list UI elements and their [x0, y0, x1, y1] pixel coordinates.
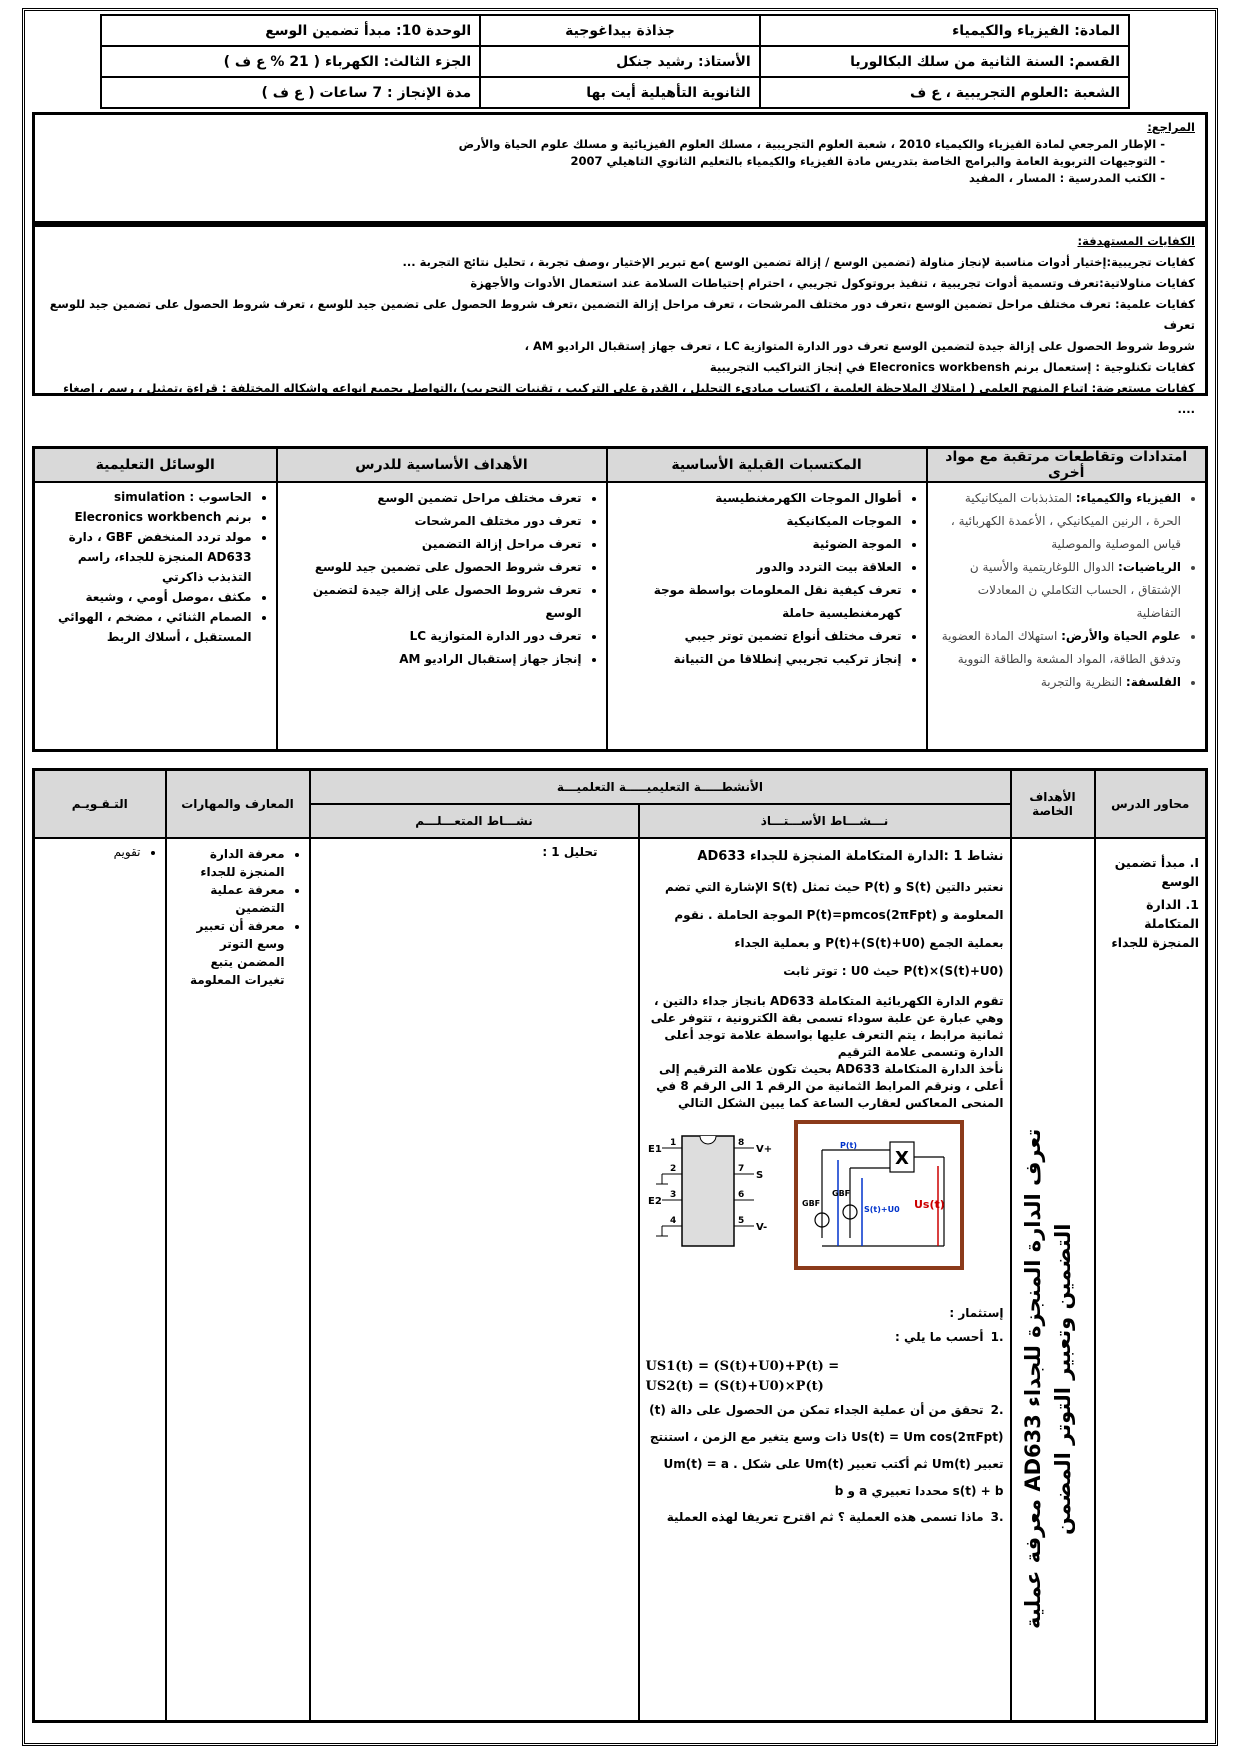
- signal-label: S(t)+U0: [863, 1204, 900, 1214]
- gbf2-label: GBF: [831, 1188, 850, 1198]
- tools-header: الوسائل التعليمية: [34, 448, 277, 483]
- prerequisite-item: • أطوال الموجات الكهرمغنطيسية: [614, 487, 902, 510]
- question-3: .3ماذا تسمى هذه العملية ؟ ثم اقترح تعريفا لهذه العملية: [666, 1509, 1004, 1524]
- duration: مدة الإنجاز : 7 ساعات ( ع ف ): [101, 77, 480, 108]
- objectives-header: الأهداف الأساسية للدرس: [277, 448, 607, 483]
- extensions-cell: [927, 482, 1207, 750]
- prerequisite-item: • الموجات الميكانيكية: [614, 510, 902, 533]
- activities-header: الأنشطـــــة التعليميـــــة التعلميـــة: [310, 770, 1011, 804]
- branch: الشعبة :العلوم التجريبية ، ع ف: [760, 77, 1129, 108]
- prerequisite-item: • إنجاز تركيب تجريبي إنطلاقا من التبيانة: [614, 648, 902, 671]
- references-box: [32, 112, 1208, 224]
- skill-item: • معرفة أن تعبير وسع التوتر المضمن يتبع تغيرات المعلومة: [173, 917, 285, 989]
- svg-text:8: 8: [737, 1137, 744, 1148]
- pin-label-s: S: [755, 1169, 763, 1181]
- svg-text:6: 6: [737, 1189, 744, 1200]
- objective-item: • تعرف مراحل إزالة التضمين: [284, 533, 582, 556]
- overview-table: [32, 446, 1208, 752]
- teacher-header: نـــشـــاط الأســـتـــاذ: [639, 804, 1011, 838]
- ad633-chip-diagram: [647, 1130, 772, 1260]
- goals-cell: [1011, 838, 1095, 1722]
- activity-paragraph: نأخذ الدارة المتكاملة AD633 بحيث تكون علامة الترقيم إلى أعلى ، ونرقم المرابط الثمانية من الرقم 1 الى الرقم 8 في المنحى المعاكس لعقارب الساعة كما يبين الشكل التالي: [656, 1061, 1004, 1110]
- multiplier-circuit-diagram: [794, 1120, 964, 1270]
- part: الجزء الثالث: الكهرباء ( 21 % ع ف ): [101, 46, 480, 77]
- axes-header: محاور الدرس: [1095, 770, 1207, 838]
- prerequisite-item: • الموجة الضوئية: [614, 533, 902, 556]
- competency-line: كفايات تجريبية:إختيار أدوات مناسبة لإنجاز مناولة (تضمين الوسع / إزالة تضمين الوسع )مع تبرير الإختيار ،وصف تجربة ، تحليل نتائج التجربة ...: [402, 255, 1195, 269]
- axes-cell: [1095, 838, 1207, 1722]
- reference-item: - الإطار المرجعي لمادة الفيزياء والكيمياء 2010 ، شعبة العلوم التجريبية ، مسلك العلوم الفيزيائية و مسلك علوم الحياة والأرض: [45, 136, 1165, 153]
- competency-line: كفايات علمية: تعرف مختلف مراحل تضمين الوسع ،تعرف دور مختلف المرشحات ، تعرف مراحل إزالة التضمين ،تعرف شروط الحصول على تضمين جيد للوسع ، تعرف شروط الحصول على تضمين جيد للوسع تعرف: [49, 297, 1195, 332]
- header-table: [100, 14, 1130, 109]
- skills-cell: [166, 838, 310, 1722]
- prerequisite-item: • تعرف كيفية نقل المعلومات بواسطة موجة كهرمغنطيسية حاملة: [614, 579, 902, 625]
- svg-text:7: 7: [737, 1163, 744, 1174]
- tool-item: • الحاسوب : simulation: [41, 487, 252, 507]
- formula-us2: US2(t) = (S(t)+U0)×P(t): [645, 1378, 824, 1394]
- objective-item: • تعرف مختلف مراحل تضمين الوسع: [284, 487, 582, 510]
- learner-activity-cell: [310, 838, 639, 1722]
- extension-item: • الفلسفة: النظرية والتجربة: [934, 671, 1182, 694]
- references-title: المراجع:: [1147, 120, 1195, 134]
- tool-item: • مولد تردد المنخفض GBF ، دارة AD633 المنجزة للجداء، راسم التذبذب ذاكرتي: [41, 527, 252, 587]
- svg-text:2: 2: [669, 1163, 676, 1174]
- goals-header: الأهداف الخاصة: [1011, 770, 1095, 838]
- reference-item: - التوجيهات التربوية العامة والبرامج الخاصة بتدريس مادة الفيزياء والكيمياء بالتعليم الثانوي التاهيلي 2007: [45, 153, 1165, 170]
- pin-label-e1: E1: [647, 1143, 662, 1155]
- sheet-title: جذاذة بيداغوجية: [480, 15, 760, 46]
- tool-item: • الصمام الثنائي ، مضخم ، الهوائي المستقبل ، أسلاك الربط: [41, 607, 252, 647]
- evaluation-item: • تقويم: [41, 845, 141, 859]
- goal-text: تعرف الدارة المنجزة للجداء AD633 معرفة عملية التضمين وتعبير التوتر المضمن: [1020, 1129, 1075, 1630]
- learner-header: نشـــاط المتعـــلـــم: [310, 804, 639, 838]
- axis-subtitle: 1. الدارة المتكاملة المنجزة للجداء: [1111, 896, 1199, 950]
- lesson-table: [32, 768, 1208, 1723]
- activity-paragraph: تقوم الدارة الكهربائية المتكاملة AD633 بانجاز جداء دالتين ، وهي عبارة عن علبة سوداء تسمى بقة الكترونية ، تتوفر على ثمانية مرابط ، يتم التعرف عليها بواسطة علامة توجد أعلى الدارة وتسمى علامة الترقيم: [650, 993, 1004, 1059]
- extension-item: • علوم الحياة والأرض: استهلاك المادة العضوية وتدفق الطاقة، المواد المشعة والطاقة النووية: [934, 625, 1182, 671]
- teacher: الأستاذ: رشيد جنكل: [480, 46, 760, 77]
- activity-title: نشاط 1 :الدارة المتكاملة المنجزة للجداء AD633: [697, 848, 1004, 864]
- extension-item: • الفيزياء والكيمياء: المتذبذبات الميكانيكية الحرة ، الرنين الميكانيكي ، الأعمدة الكهربائية ، قياس الموصلية والموصلية: [934, 487, 1182, 556]
- competencies-title: الكفايات المستهدفة:: [1077, 234, 1195, 248]
- unit: الوحدة 10: مبدأ تضمين الوسع: [101, 15, 480, 46]
- evaluation-header: التـقـويـم: [34, 770, 166, 838]
- prerequisites-cell: [607, 482, 927, 750]
- tool-item: • برنم Elecronics workbench: [41, 507, 252, 527]
- extensions-header: امتدادات وتقاطعات مرتقبة مع مواد أخرى: [927, 448, 1207, 483]
- pin-label-vminus: V-: [755, 1221, 767, 1233]
- question-1: .1أحسب ما يلي :: [895, 1329, 1004, 1344]
- competency-line: كفايات مناولاتية:تعرف وتسمية أدوات تجريبية ، تنفيذ بروتوكول تجريبي ، احترام إحتياطات السلامة عند استعمال الأدوات والأجهزة: [470, 276, 1195, 290]
- competency-line: كفايات تكنلوجية : إستعمال برنم Elecronics workbensh في إنجاز التراكيب التجريبية: [709, 360, 1195, 374]
- prerequisite-item: • تعرف مختلف أنواع تضمين توتر جيبي: [614, 625, 902, 648]
- learner-analysis: تحليل 1 :: [542, 844, 598, 859]
- figure-area: [646, 1120, 1004, 1295]
- teacher-activity-cell: [639, 838, 1011, 1722]
- objectives-cell: [277, 482, 607, 750]
- objective-item: • إنجاز جهاز إستقبال الراديو AM: [284, 648, 582, 671]
- axis-title: I. مبدأ تضمين الوسع: [1114, 854, 1199, 889]
- skills-header: المعارف والمهارات: [166, 770, 310, 838]
- svg-text:4: 4: [669, 1215, 676, 1226]
- extension-item: • الرياضيات: الدوال اللوغاريتمية والأسية ن الإشتقاق ، الحساب التكاملي ن المعادلات التفاضلية: [934, 556, 1182, 625]
- multiplier-label: X: [894, 1147, 909, 1169]
- section: القسم: السنة الثانية من سلك البكالوريا: [760, 46, 1129, 77]
- reference-item: - الكتب المدرسية : المسار ، المفيد: [45, 170, 1165, 187]
- svg-text:1: 1: [669, 1137, 676, 1148]
- activity-paragraph: نعتبر دالتين S(t) و P(t) حيث تمثل S(t) الإشارة التي تضم المعلومة و P(t)=pmcos(2πFpt) الموجة الحاملة . نقوم بعملية الجمع (S(t)+U0)+P(t) و بعملية الجداء (S(t)+U0)×P(t) حيث U0 : توتر ثابت: [664, 879, 1004, 978]
- evaluation-cell: [34, 838, 166, 1722]
- gbf-label: GBF: [801, 1198, 820, 1208]
- competencies-box: [32, 224, 1208, 416]
- pin-label-e2: E2: [647, 1195, 662, 1207]
- output-label: Us(t): [913, 1197, 945, 1211]
- school: الثانوية التأهيلية أيت بها: [480, 77, 760, 108]
- pin-label-vplus: V+: [755, 1143, 772, 1155]
- prerequisites-header: المكتسبات القبلية الأساسية: [607, 448, 927, 483]
- objective-item: • تعرف دور الدارة المتوازية LC: [284, 625, 582, 648]
- competency-line: شروط شروط الحصول على إزالة جيدة لتضمين الوسع تعرف دور الدارة المتوازية LC ، تعرف جهاز إستقبال الراديو AM ،: [524, 339, 1195, 353]
- objective-item: • تعرف شروط الحصول على إزالة جيدة لتضمين الوسع: [284, 579, 582, 625]
- skill-item: • معرفة عملية التضمين: [173, 881, 285, 917]
- skill-item: • معرفة الدارة المنجزة للجداء: [173, 845, 285, 881]
- objective-item: • تعرف دور مختلف المرشحات: [284, 510, 582, 533]
- question-2: .2تحقق من أن عملية الجداء تمكن من الحصول على دالة (t) Us(t) = Um cos(2πFpt) ذات وسع يتغير مع الزمن ، استنتج تعبير Um(t) ثم أكتب تعبير Um(t) على شكل Um(t) = a . s(t) + b محددا تعبيري a و b: [649, 1402, 1004, 1498]
- carrier-label: P(t): [839, 1140, 857, 1150]
- competency-line: كفايات مستعرضة: اتباع المنهج العلمي ( امتلاك الملاحظة العلمية ، اكتساب مبادىء التحليل ، القدرة على التركيب ، تقنيات التجريب) ،التواصل بجميع انواعه واشكاله المختلفة : قراءة ،تمثيل ، رسم ، إصغاء ....: [63, 381, 1195, 416]
- objective-item: • تعرف شروط الحصول على تضمين جيد للوسع: [284, 556, 582, 579]
- subject: المادة: الفيزياء والكيمياء: [760, 15, 1129, 46]
- exploit-title: إستثمار :: [949, 1305, 1004, 1320]
- prerequisite-item: • العلاقة بيت التردد والدور: [614, 556, 902, 579]
- svg-text:5: 5: [737, 1215, 744, 1226]
- svg-text:3: 3: [669, 1189, 676, 1200]
- formula-us1: US1(t) = (S(t)+U0)+P(t) =: [645, 1358, 840, 1374]
- tool-item: • مكثف ،موصل أومي ، وشيعة: [41, 587, 252, 607]
- tools-cell: [34, 482, 277, 750]
